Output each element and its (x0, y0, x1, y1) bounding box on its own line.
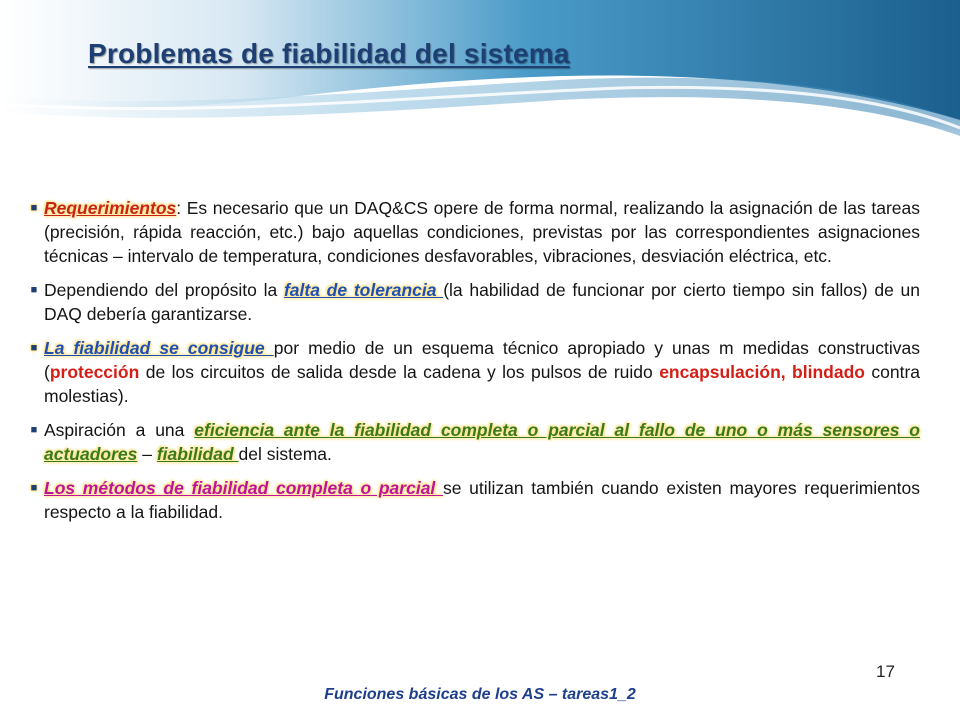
keyword-falta-de-tolerancia: falta de tolerancia (283, 280, 444, 300)
square-bullet-icon: ■ (30, 424, 38, 436)
slide-content (24, 196, 920, 534)
emphasis-proteccion: protección (49, 362, 146, 382)
keyword-eficiencia-fiabilidad: eficiencia ante la fiabilidad completa o parcial al fallo de uno o más sensores o actuadores (44, 420, 920, 464)
keyword-la-fiabilidad-se-consigue: La fiabilidad se consigue (44, 338, 274, 358)
square-bullet-icon: ■ (30, 342, 38, 354)
square-bullet-icon: ■ (30, 284, 38, 296)
slide-title: Problemas de fiabilidad del sistema (88, 38, 570, 69)
bullet-aspiracion: ■ Aspiración a una eficiencia ante la fiabilidad completa o parcial al fallo de uno o más sensores o actuadores – fiabilidad del sistema. (24, 418, 920, 466)
bullet-la-fiabilidad-se-consigue: ■ La fiabilidad se consigue por medio de un esquema técnico apropiado y unas m medidas constructivas (protección de los circuitos de salida desde la cadena y los pulsos de ruido encapsulación, blindado contra molestias). (24, 336, 920, 408)
header-background-swoosh (0, 0, 960, 180)
keyword-los-metodos: Los métodos de fiabilidad completa o parcial (44, 478, 443, 498)
emphasis-encapsulacion-blindado: encapsulación, blindado (659, 362, 865, 382)
keyword-fiabilidad: fiabilidad (156, 444, 239, 464)
bullet-requerimientos: ■ Requerimientos: Es necesario que un DAQ&CS opere de forma normal, realizando la asignación de las tareas (precisión, rápida reacción, etc.) bajo aquellas condiciones, previstas por las correspondientes asignaciones técnicas – intervalo de temperatura, condiciones desfavorables, vibraciones, desviación eléctrica, etc. (24, 196, 920, 268)
keyword-requerimientos: Requerimientos (44, 198, 177, 218)
slide-number: 17 (876, 662, 895, 681)
square-bullet-icon: ■ (30, 482, 38, 494)
slide-footer: Funciones básicas de los AS – tareas1_2 (324, 686, 636, 703)
square-bullet-icon: ■ (30, 202, 38, 214)
bullet-falta-de-tolerancia: ■ Dependiendo del propósito la falta de tolerancia (la habilidad de funcionar por cierto tiempo sin fallos) de un DAQ debería garantizarse. (24, 278, 920, 326)
bullet-los-metodos: ■ Los métodos de fiabilidad completa o parcial se utilizan también cuando existen mayores requerimientos respecto a la fiabilidad. (24, 476, 920, 524)
